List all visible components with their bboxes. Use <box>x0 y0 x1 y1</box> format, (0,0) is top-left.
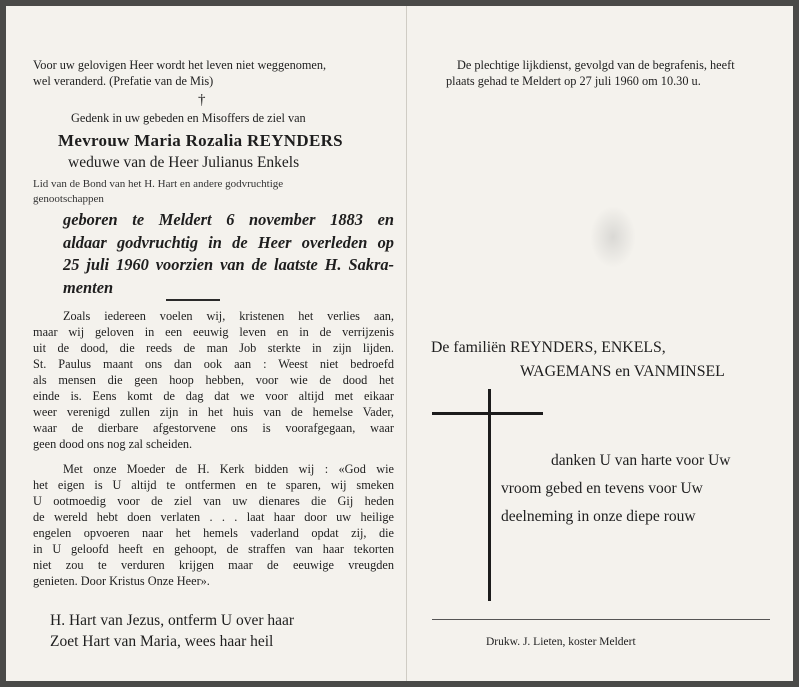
para2-line-8: genieten. Door Kristus Onze Heer». <box>33 574 210 588</box>
para2-line-6: in U geloofd heeft en gehoopt, de straffen van haar tekorten <box>33 542 394 556</box>
verse-line-1: H. Hart van Jezus, ontferm U over haar <box>50 612 295 629</box>
right-page <box>407 6 793 681</box>
funeral-line-1: De plechtige lijkdienst, gevolgd van de begrafenis, heeft <box>457 58 735 72</box>
funeral-line-2: plaats gehad te Meldert op 27 juli 1960 om 10.30 u. <box>446 74 701 88</box>
deceased-name: Mevrouw Maria Rozalia REYNDERS <box>58 131 343 150</box>
born-line-1: geboren te Meldert 6 november 1883 en <box>63 210 394 229</box>
para1-line-9: geen dood ons nog zal scheiden. <box>33 437 193 451</box>
families-line-1: De familiën REYNDERS, ENKELS, <box>431 339 666 356</box>
cross-vertical-bar <box>488 389 491 601</box>
born-line-2: aldaar godvruchtig in de Heer overleden op <box>63 232 394 252</box>
para1-line-2: maar wij geloven in een eeuwig leven en in de verrijzenis <box>33 325 394 339</box>
para2-line-2: het eigen is U altijd te ontfermen en te sparen, wij smeken <box>33 478 394 492</box>
para1-line-6: einde is. Eens komt de dag dat we voor altijd met eikaar <box>33 389 394 403</box>
para2-line-3: U ootmoedig voor de ziel van uw dienares die Gij heden <box>33 494 394 508</box>
thanks-line-3: deelneming in onze diepe rouw <box>501 508 696 525</box>
preface-line-2: wel veranderd. (Prefatie van de Mis) <box>33 74 214 88</box>
footer-rule <box>432 619 770 620</box>
dagger-symbol: † <box>198 92 206 108</box>
thanks-line-2: vroom gebed en tevens voor Uw <box>501 480 703 497</box>
families-line-2: WAGEMANS en VANMINSEL <box>520 363 725 380</box>
para1-line-8: waar de dierbare afgestorvene ons is voorafgegaan, waar <box>33 421 394 435</box>
born-line-3: 25 juli 1960 voorzien van de laatste H. Sakra- <box>63 255 394 274</box>
remember-line: Gedenk in uw gebeden en Misoffers de ziel van <box>71 111 306 125</box>
memorial-card <box>6 6 793 681</box>
para2-line-5: engelen opvoeren naar het hemels vaderland opdat zij, die <box>33 526 394 540</box>
widow-line: weduwe van de Heer Julianus Enkels <box>68 154 300 171</box>
para1-line-3: uit de dood, die reeds de man Job sterkte in zijn lijden. <box>33 341 394 355</box>
printer-credit: Drukw. J. Lieten, koster Meldert <box>486 636 636 648</box>
para2-line-1: Met onze Moeder de H. Kerk bidden wij : «God wie <box>63 462 394 476</box>
verse-line-2: Zoet Hart van Maria, wees haar heil <box>50 633 274 650</box>
separator-rule <box>166 299 220 301</box>
born-line-4: menten <box>63 277 114 297</box>
paper-stain <box>590 206 636 268</box>
para1-line-1: Zoals iedereen voelen wij, kristenen het verlies aan, <box>63 309 394 323</box>
para1-line-7: weer verenigd zullen zijn in het huis van de hemelse Vader, <box>33 405 394 419</box>
thanks-line-1: danken U van harte voor Uw <box>551 452 731 469</box>
para1-line-4: St. Paulus maant ons dan ook aan : Weest niet bedroefd <box>33 357 394 371</box>
para2-line-7: niet zou te verduren krijgen maar de eeuwige vreugden <box>33 558 394 572</box>
para2-line-4: de wereld hebt doen verlaten . . . laat haar door uw heilige <box>33 510 394 524</box>
preface-line-1: Voor uw gelovigen Heer wordt het leven niet weggenomen, <box>33 58 327 72</box>
left-page <box>6 6 407 681</box>
membership-line-1: Lid van de Bond van het H. Hart en andere godvruchtige <box>33 178 284 190</box>
para1-line-5: als mensen die geen hoop hebben, voor wie de dood het <box>33 373 394 387</box>
membership-line-2: genootschappen <box>33 193 104 205</box>
